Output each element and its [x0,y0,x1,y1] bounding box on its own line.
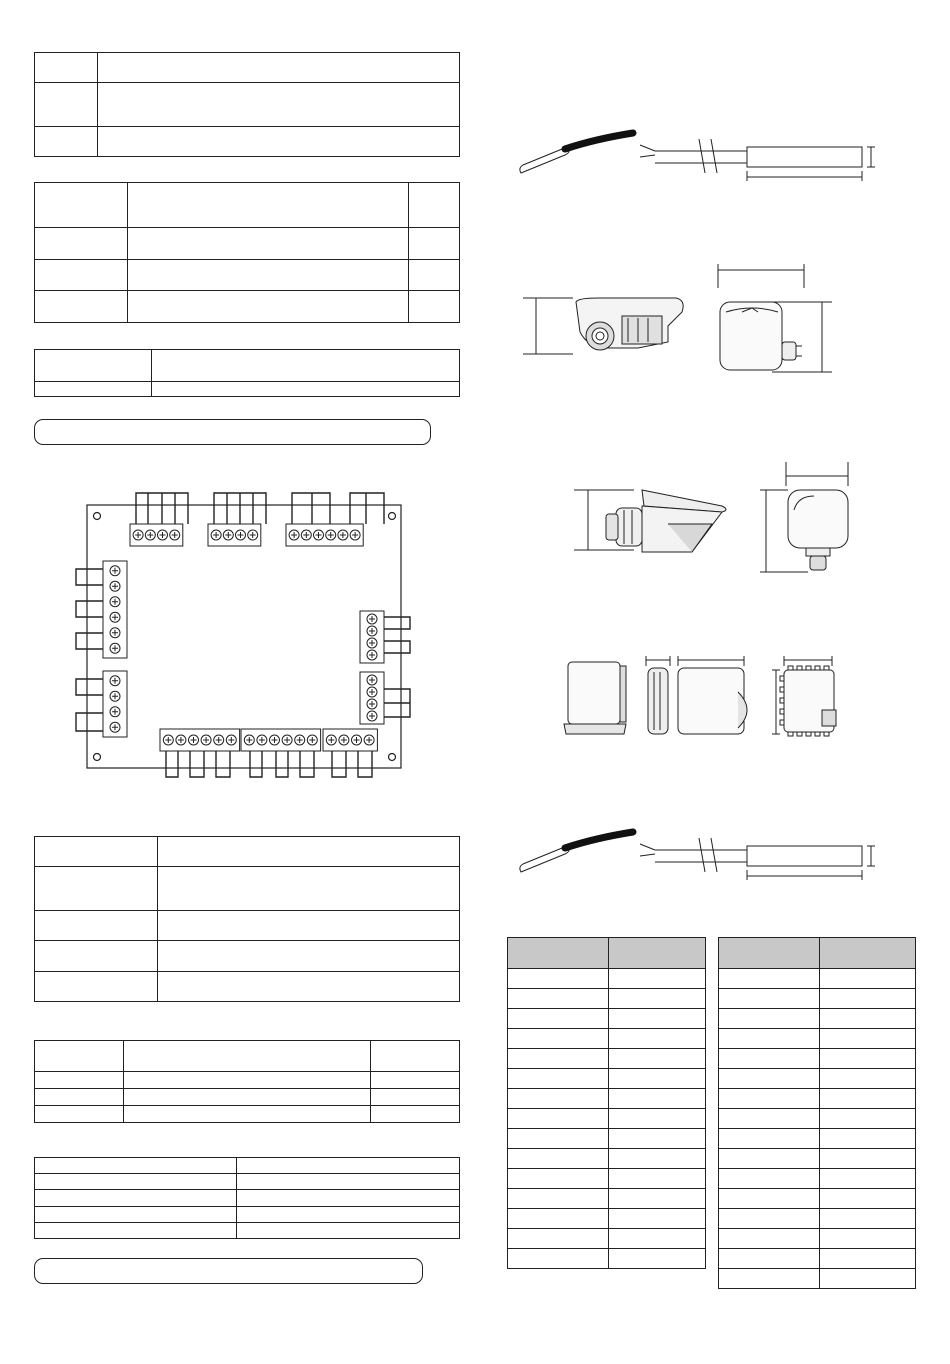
table-cell [719,989,820,1009]
table-header-cell [508,938,609,969]
section-heading-bar [34,419,431,445]
lead-wire [76,633,103,649]
section-heading-bar-2 [34,1258,423,1284]
table-row [508,1149,706,1169]
mounting-hole [94,754,101,761]
terminal-screw [110,691,120,701]
table-cell [609,1089,706,1109]
terminal-screw [110,612,120,622]
table-row [508,1069,706,1089]
wall-sensor-side-drawing [518,292,693,362]
terminal-screw [110,628,120,638]
table-cell [820,1209,916,1229]
lead-wire [214,493,266,524]
lead-wire [76,601,103,617]
table-cell [719,1249,820,1269]
table-row [719,1229,916,1249]
table-row [508,969,706,989]
lead-wire [76,569,103,585]
spec-table-4 [34,836,460,1002]
lead-wire [190,751,204,777]
room-sensor-views-drawing [560,652,850,742]
terminal-screw [257,735,267,745]
table-cell [609,1069,706,1089]
table-cell [719,1009,820,1029]
table-cell [508,969,609,989]
table-cell [508,989,609,1009]
lead-wire [76,679,103,695]
table-cell [508,1209,609,1229]
table-cell [508,1189,609,1209]
table-row [719,1029,916,1049]
lead-wire [300,751,314,777]
terminal-screw [110,722,120,732]
table-cell [719,1109,820,1129]
table-cell [508,1049,609,1069]
table-cell [609,969,706,989]
table-row [508,1049,706,1069]
table-cell [820,969,916,989]
terminal-screw [244,735,254,745]
table-cell [609,1049,706,1069]
table-cell [719,1049,820,1069]
terminal-screw [110,707,120,717]
terminal-screw [367,614,377,624]
table-cell [609,1029,706,1049]
lead-wire [216,751,230,777]
table-cell [508,1109,609,1129]
lead-wire [76,713,103,731]
table-cell [820,989,916,1009]
terminal-screw [236,530,246,540]
table-cell [820,1149,916,1169]
table-cell [609,1149,706,1169]
table-cell [719,1229,820,1249]
terminal-screw [145,530,155,540]
table-cell [820,1229,916,1249]
table-cell [820,1269,916,1289]
table-cell [820,1069,916,1089]
table-cell [508,1069,609,1089]
terminal-screw [301,530,311,540]
table-cell [719,1029,820,1049]
duct-sensor-side-drawing [572,484,742,559]
table-cell [609,1249,706,1269]
terminal-screw [295,735,305,745]
table-cell [508,1129,609,1149]
table-cell [820,1049,916,1069]
terminal-screw [211,530,221,540]
table-cell [820,1169,916,1189]
table-cell [719,1069,820,1089]
terminal-screw [158,530,168,540]
lead-wire [136,493,188,524]
terminal-screw [367,699,377,709]
terminal-screw [163,735,173,745]
table-row [508,1089,706,1109]
table-row [508,1169,706,1189]
table-row [719,969,916,989]
lead-wire [332,751,346,777]
table-row [508,1029,706,1049]
cable-probe-sensor-drawing-2 [515,824,885,884]
duct-sensor-front-drawing [758,460,858,578]
table-row [508,1189,706,1209]
table-cell [508,1029,609,1049]
terminal-screw [326,530,336,540]
table-cell [609,1169,706,1189]
terminal-screw [110,581,120,591]
lead-wire [292,493,384,524]
table-cell [508,1169,609,1189]
terminal-screw [326,735,336,745]
table-header-cell [609,938,706,969]
lead-wire [166,751,178,777]
table-row [719,1089,916,1109]
spec-table-6 [34,1157,460,1239]
table-cell [719,1269,820,1289]
wall-sensor-front-drawing [712,262,837,377]
table-cell [820,1029,916,1049]
table-row [719,1209,916,1229]
lead-wire [250,751,262,777]
terminal-board-diagram [60,485,420,785]
terminal-screw [282,735,292,745]
terminal-screw [176,735,186,745]
terminal-screw [110,643,120,653]
terminal-screw [367,711,377,721]
terminal-screw [110,676,120,686]
table-cell [820,1249,916,1269]
lead-wire [384,641,410,653]
spec-table-1 [34,52,460,157]
resistance-table-left [507,937,706,1269]
table-row [719,989,916,1009]
table-row [508,1129,706,1149]
table-cell [719,1189,820,1209]
terminal-screw [270,735,280,745]
table-row [719,1109,916,1129]
terminal-screw [248,530,258,540]
table-cell [609,1209,706,1229]
table-row [719,1149,916,1169]
table-cell [609,1189,706,1209]
table-cell [820,1009,916,1029]
table-cell [508,1009,609,1029]
mounting-hole [94,513,101,520]
table-row [508,989,706,1009]
table-row [719,1189,916,1209]
terminal-screw [367,675,377,685]
terminal-screw [350,530,360,540]
terminal-screw [223,530,233,540]
lead-wire [358,751,372,777]
terminal-screw [133,530,143,540]
terminal-screw [307,735,317,745]
table-cell [820,1189,916,1209]
lead-wire [384,617,410,629]
table-cell [609,989,706,1009]
table-row [719,1249,916,1269]
terminal-screw [338,530,348,540]
spec-table-5 [34,1040,460,1123]
table-cell [609,1129,706,1149]
table-row [719,1269,916,1289]
mounting-hole [389,513,396,520]
terminal-screw [110,566,120,576]
terminal-screw [352,735,362,745]
table-row [719,1129,916,1149]
table-row [508,1109,706,1129]
terminal-screw [226,735,236,745]
mounting-hole [389,754,396,761]
cable-probe-sensor-drawing [515,125,885,185]
table-cell [820,1109,916,1129]
terminal-screw [170,530,180,540]
table-cell [820,1089,916,1109]
terminal-screw [367,650,377,660]
lead-wire [276,751,288,777]
terminal-screw [367,687,377,697]
table-cell [719,1129,820,1149]
table-cell [508,1089,609,1109]
table-cell [719,969,820,989]
terminal-screw [110,597,120,607]
terminal-screw [364,735,374,745]
spec-table-3 [34,349,460,397]
terminal-screw [314,530,324,540]
table-cell [719,1149,820,1169]
table-cell [719,1089,820,1109]
table-header-cell [719,938,820,969]
resistance-table-right [718,937,916,1289]
table-row [719,1009,916,1029]
terminal-screw [214,735,224,745]
table-row [508,1229,706,1249]
table-cell [820,1129,916,1149]
table-cell [719,1209,820,1229]
table-row [508,1009,706,1029]
terminal-block [286,524,363,546]
spec-table-2 [34,182,460,323]
table-row [719,1049,916,1069]
terminal-screw [189,735,199,745]
terminal-screw [367,626,377,636]
table-header-cell [820,938,916,969]
terminal-screw [201,735,211,745]
terminal-block [160,729,240,751]
terminal-block [241,729,321,751]
terminal-screw [289,530,299,540]
table-row [719,1169,916,1189]
table-cell [609,1009,706,1029]
table-cell [508,1149,609,1169]
table-row [508,1249,706,1269]
table-row [719,1069,916,1089]
table-cell [508,1249,609,1269]
terminal-screw [339,735,349,745]
terminal-screw [367,638,377,648]
table-cell [719,1169,820,1189]
table-cell [609,1229,706,1249]
table-cell [609,1109,706,1129]
table-cell [508,1229,609,1249]
table-row [508,1209,706,1229]
